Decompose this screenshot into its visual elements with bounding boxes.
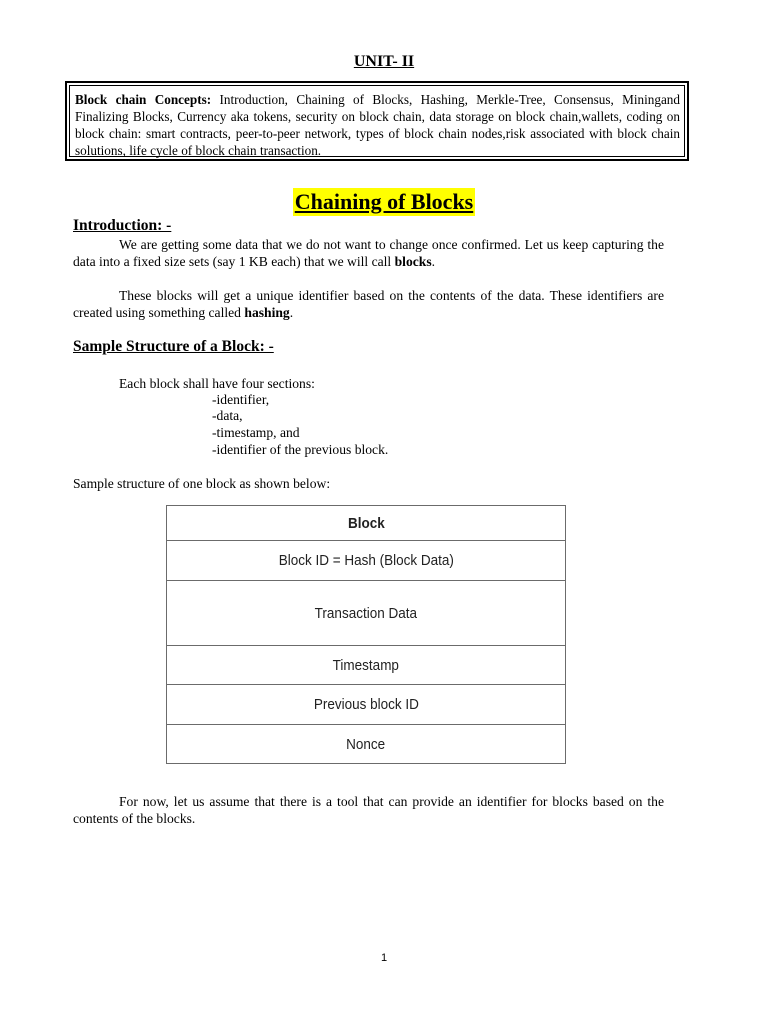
- para1-end: .: [431, 254, 436, 269]
- structure-intro: Each block shall have four sections:: [119, 376, 315, 391]
- para1-bold: blocks: [394, 254, 432, 269]
- structure-caption: Sample structure of one block as shown below:: [73, 476, 331, 491]
- block-row-nonce: [167, 724, 565, 763]
- structure-item: -data,: [212, 408, 243, 423]
- block-row-previous-id: [167, 684, 565, 724]
- block-structure-table: [166, 505, 566, 764]
- structure-item: -identifier of the previous block.: [212, 442, 389, 457]
- structure-item: -identifier,: [212, 392, 270, 407]
- concepts-list: Introduction, Chaining of Blocks, Hashing, Merkle-Tree, Consensus, Miningand Finalizing Blocks, Currency aka tokens, security on block chain, data storage on block chain,wallets, coding on block chain: smart contracts, peer-to-peer network, types of block chain nodes,risk associated with block chain solutions, life cycle of block chain transaction.: [75, 92, 680, 158]
- block-row-label: Block ID = Hash (Block Data): [278, 552, 454, 569]
- para2-text: These blocks will get a unique identifier based on the contents of the data. These identifiers are created using something called: [73, 288, 664, 320]
- main-heading-text: Chaining of Blocks: [294, 189, 474, 214]
- para1-text: We are getting some data that we do not want to change once confirmed. Let us keep capturing the data into a fixed size sets (say 1 KB each) that we will call: [73, 237, 664, 269]
- page-number: 1: [380, 952, 388, 964]
- block-row-label: Transaction Data: [314, 604, 418, 622]
- structure-item: -timestamp, and: [212, 425, 300, 440]
- main-heading: [0, 188, 768, 216]
- introduction-paragraph-1: [73, 236, 664, 270]
- block-row-timestamp: [167, 645, 565, 684]
- concepts-box: [65, 81, 689, 161]
- block-row-id: [167, 540, 565, 580]
- block-row-label: Timestamp: [332, 656, 400, 674]
- block-row-label: Nonce: [346, 735, 386, 753]
- para2-end: .: [289, 305, 294, 320]
- para2-bold: hashing: [244, 305, 290, 320]
- block-row-transaction-data: [167, 580, 565, 645]
- structure-heading: Sample Structure of a Block: -: [73, 338, 274, 355]
- closing-paragraph: For now, let us assume that there is a tool that can provide an identifier for blocks based on the contents of the blocks.: [73, 794, 664, 826]
- introduction-heading: Introduction: -: [73, 217, 172, 234]
- block-row-label: Previous block ID: [313, 696, 419, 713]
- block-row-label: Block: [347, 514, 385, 532]
- unit-title: UNIT- II: [353, 53, 415, 70]
- concepts-label: Block chain Concepts:: [75, 92, 212, 107]
- concepts-text: [69, 85, 685, 157]
- introduction-paragraph-2: [73, 287, 664, 321]
- block-row-title: [167, 506, 565, 540]
